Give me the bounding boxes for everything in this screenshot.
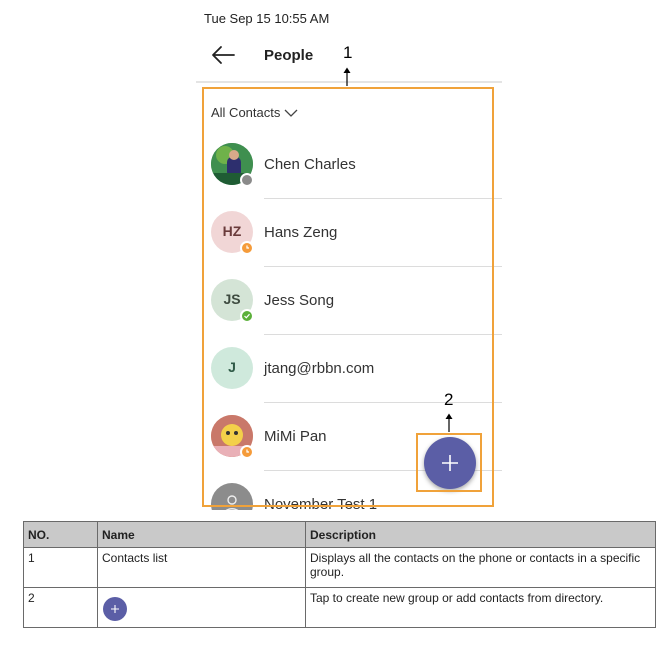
chevron-down-icon xyxy=(284,108,298,118)
table-row xyxy=(24,548,656,588)
add-button[interactable] xyxy=(424,437,476,489)
avatar xyxy=(211,483,253,510)
presence-away-icon xyxy=(240,445,254,459)
presence-away-icon xyxy=(240,241,254,255)
contact-row[interactable] xyxy=(196,335,502,403)
contact-name: Chen Charles xyxy=(264,156,356,173)
user-icon xyxy=(220,492,244,510)
arrow-left-icon[interactable] xyxy=(210,44,236,66)
callout-number: 2 xyxy=(444,390,454,409)
page-title: People xyxy=(264,47,314,64)
table-cell-name: Contacts list xyxy=(98,548,306,588)
contact-row[interactable] xyxy=(196,199,502,267)
group-filter-dropdown[interactable] xyxy=(211,105,298,120)
contact-name: MiMi Pan xyxy=(264,428,327,445)
contact-name: jtang@rbbn.com xyxy=(264,360,375,377)
contact-name: November Test 1 xyxy=(264,496,378,510)
status-datetime: Tue Sep 15 10:55 AM xyxy=(204,11,330,26)
legend-table xyxy=(23,521,656,628)
contact-row[interactable] xyxy=(196,267,502,335)
contact-name: Jess Song xyxy=(264,292,335,309)
table-cell-no: 2 xyxy=(24,588,98,628)
avatar: J xyxy=(211,347,253,389)
table-cell-description: Displays all the contacts on the phone or contacts in a specific group. xyxy=(306,548,656,588)
table-header-row xyxy=(24,522,656,548)
group-filter-label: All Contacts xyxy=(211,105,281,120)
presence-available-icon xyxy=(240,309,254,323)
table-row xyxy=(24,588,656,628)
presence-offline-icon xyxy=(240,173,254,187)
table-cell-name xyxy=(98,588,306,628)
plus-button-icon xyxy=(103,597,127,621)
table-cell-no: 1 xyxy=(24,548,98,588)
callout-number: 1 xyxy=(343,43,353,62)
contact-name: Hans Zeng xyxy=(264,224,338,241)
column-header: Description xyxy=(306,522,656,548)
table-cell-description: Tap to create new group or add contacts from directory. xyxy=(306,588,656,628)
callout-arrow-icon xyxy=(445,413,453,433)
column-header: NO. xyxy=(24,522,98,548)
avatar: JS xyxy=(211,279,253,321)
contact-row[interactable] xyxy=(196,131,502,199)
column-header: Name xyxy=(98,522,306,548)
plus-icon xyxy=(440,453,460,473)
avatar: HZ xyxy=(211,211,253,253)
callout-arrow-icon xyxy=(343,67,351,87)
